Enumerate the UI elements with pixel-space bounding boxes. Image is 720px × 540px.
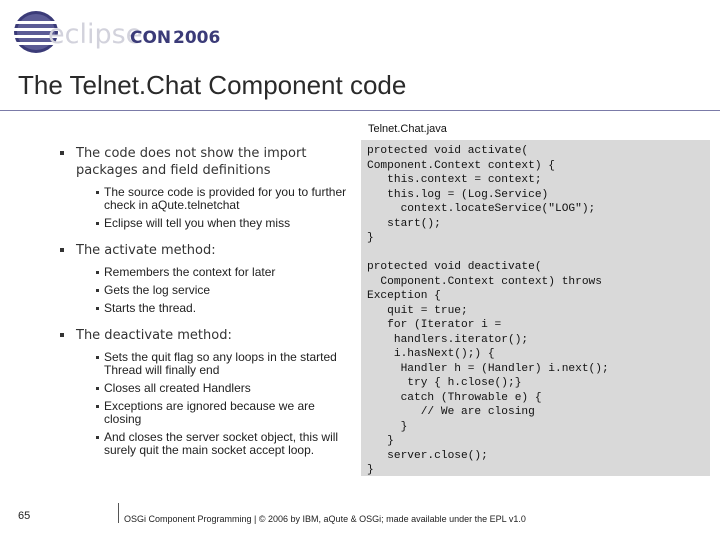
sub-bullet-item: [58, 284, 353, 297]
sub-bullet-item: [58, 266, 353, 279]
sub-bullet-list: [58, 266, 353, 315]
bullet-text: The deactivate method:: [76, 328, 232, 343]
sub-bullet-text: Sets the quit flag so any loops in the started Thread will finally end: [104, 350, 337, 377]
bullet-square: [60, 248, 64, 252]
sub-bullet-square: [96, 222, 99, 225]
sub-bullet-item: [58, 382, 353, 395]
sub-bullet-item: [58, 217, 353, 230]
page-number: 65: [18, 510, 31, 522]
sub-bullet-item: [58, 431, 353, 457]
logo-year-text: 2006: [173, 28, 221, 48]
sub-bullet-square: [96, 307, 99, 310]
bullet-square: [60, 333, 64, 337]
bullet-item: [58, 327, 353, 344]
sub-bullet-text: Remembers the context for later: [104, 265, 276, 279]
sub-bullet-text: Eclipse will tell you when they miss: [104, 216, 291, 230]
sub-bullet-square: [96, 387, 99, 390]
sub-bullet-item: [58, 302, 353, 315]
sub-bullet-square: [96, 191, 99, 194]
title-divider: [0, 110, 720, 111]
bullet-item: [58, 242, 353, 259]
sub-bullet-text: Starts the thread.: [104, 301, 197, 315]
sub-bullet-text: Closes all created Handlers: [104, 381, 251, 395]
sub-bullet-square: [96, 405, 99, 408]
bullet-item: [58, 145, 353, 179]
code-file-caption: Telnet.Chat.java: [368, 123, 447, 135]
sub-bullet-item: [58, 186, 353, 212]
logo-con-text: CON: [130, 28, 172, 48]
bullet-list: [58, 145, 353, 469]
footer-divider: [118, 503, 119, 523]
sub-bullet-item: [58, 400, 353, 426]
code-listing: protected void activate( Component.Context context) { this.context = context; this.log = (Log.Service) context.locateService("LOG"); start(); } protected void deactivate( Component.Context context) throws Exception { quit = true; for (Iterator i = handlers.iterator(); i.hasNext();) { Handler h = (Handler) i.next(); try { h.close();} catch (Throwable e) { // We are closing } } server.close(); }: [367, 145, 609, 476]
sub-bullet-item: [58, 351, 353, 377]
eclipsecon-logo: [6, 6, 236, 58]
sub-bullet-square: [96, 289, 99, 292]
sub-bullet-square: [96, 436, 99, 439]
sub-bullet-text: Exceptions are ignored because we are closing: [104, 399, 315, 426]
eclipsecon-logo-graphic: [6, 6, 236, 58]
bullet-square: [60, 151, 64, 155]
sub-bullet-list: [58, 186, 353, 230]
sub-bullet-square: [96, 271, 99, 274]
sub-bullet-list: [58, 351, 353, 457]
bullet-text: The activate method:: [76, 243, 216, 258]
sub-bullet-text: The source code is provided for you to further check in aQute.telnetchat: [104, 185, 347, 212]
sub-bullet-text: And closes the server socket object, this will surely quit the main socket accept loop.: [104, 430, 339, 457]
slide-title: The Telnet.Chat Component code: [18, 70, 407, 100]
sub-bullet-square: [96, 356, 99, 359]
sub-bullet-text: Gets the log service: [104, 283, 211, 297]
footer-copyright: OSGi Component Programming | © 2006 by IBM, aQute & OSGi; made available under the EPL v1.0: [124, 514, 526, 524]
logo-eclipse-text: eclipse: [48, 19, 143, 50]
bullet-text: The code does not show the import packages and field definitions: [76, 146, 307, 178]
